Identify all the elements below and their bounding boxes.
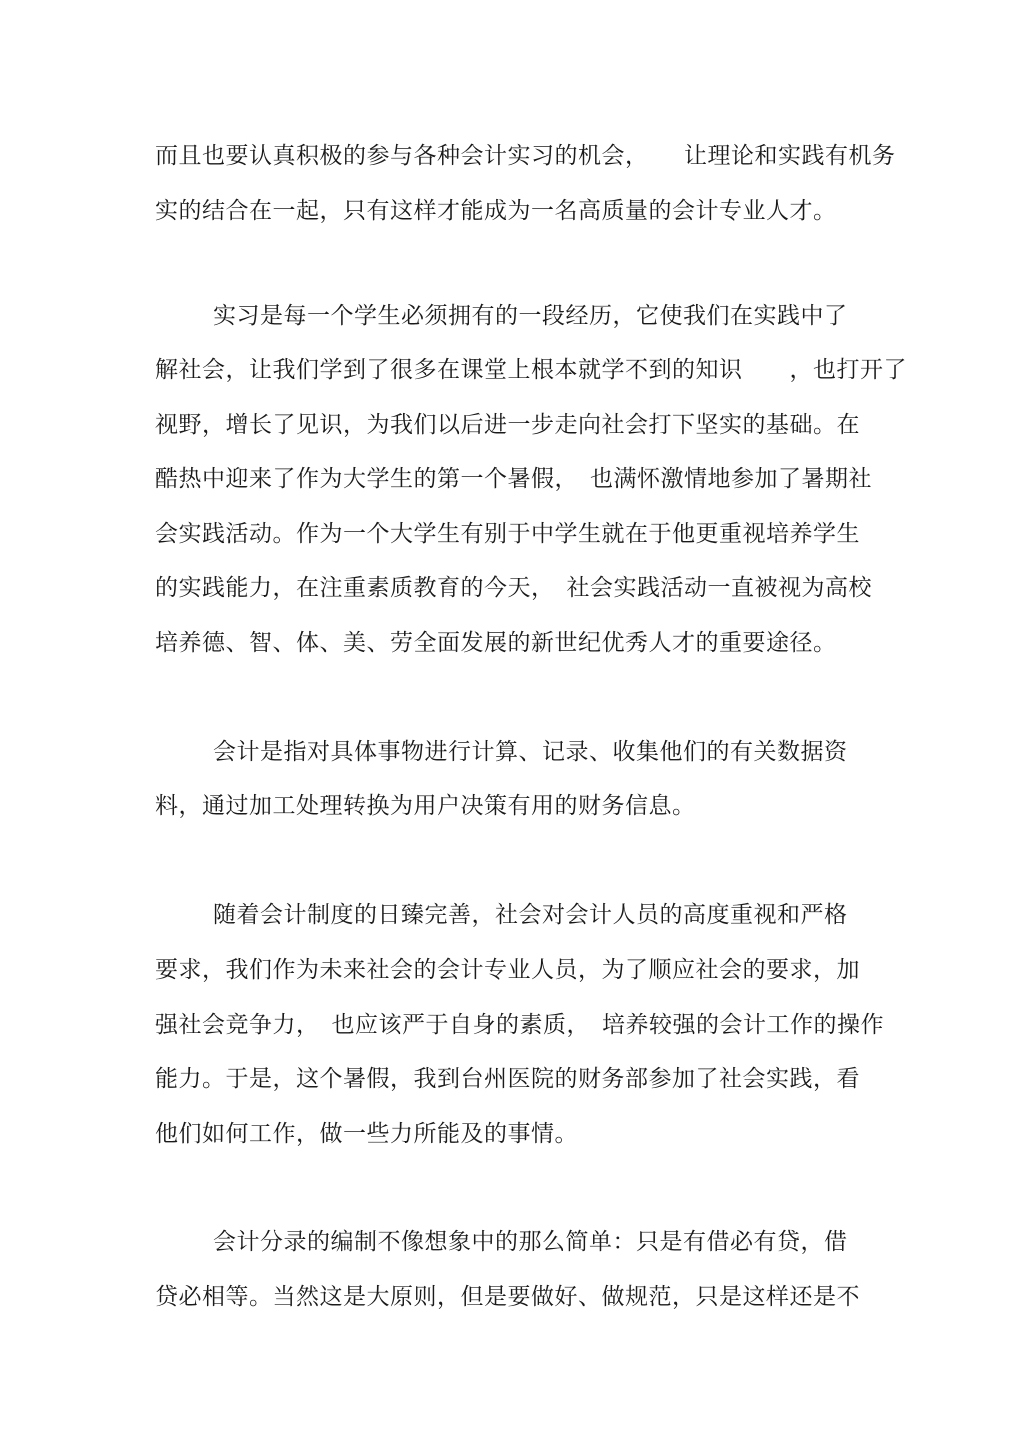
paragraph-2-line-3: 视野，增长了见识，为我们以后进一步走向社会打下坚实的基础。在	[155, 412, 860, 438]
paragraph-2-line-6: 的实践能力，在注重素质教育的今天， 社会实践活动一直被视为高校	[155, 575, 872, 601]
paragraph-2-line-2: 解社会，让我们学到了很多在课堂上根本就学不到的知识 ，也打开了	[155, 357, 907, 383]
paragraph-2-line-5: 会实践活动。作为一个大学生有别于中学生就在于他更重视培养学生	[155, 521, 860, 547]
paragraph-2-line-1: 实习是每一个学生必须拥有的一段经历，它使我们在实践中了	[213, 303, 848, 329]
paragraph-3-line-1: 会计是指对具体事物进行计算、记录、收集他们的有关数据资	[213, 739, 848, 765]
paragraph-4-line-4: 能力。于是，这个暑假，我到台州医院的财务部参加了社会实践，看	[155, 1066, 860, 1092]
paragraph-4-line-2: 要求，我们作为未来社会的会计专业人员，为了顺应社会的要求，加	[155, 957, 860, 983]
paragraph-4-line-1: 随着会计制度的日臻完善，社会对会计人员的高度重视和严格	[213, 902, 848, 928]
paragraph-3-line-2: 料，通过加工处理转换为用户决策有用的财务信息。	[155, 793, 696, 819]
paragraph-1-line-2: 实的结合在一起，只有这样才能成为一名高质量的会计专业人才。	[155, 198, 837, 224]
paragraph-5-line-2: 贷必相等。当然这是大原则，但是要做好、做规范，只是这样还是不	[155, 1284, 860, 1310]
paragraph-1-line-1: 而且也要认真积极的参与各种会计实习的机会， 让理论和实践有机务	[155, 143, 896, 169]
paragraph-4-line-3: 强社会竞争力， 也应该严于自身的素质， 培养较强的会计工作的操作	[155, 1012, 884, 1038]
paragraph-2-line-7: 培养德、智、体、美、劳全面发展的新世纪优秀人才的重要途径。	[155, 630, 837, 656]
paragraph-2-line-4: 酷热中迎来了作为大学生的第一个暑假， 也满怀激情地参加了暑期社	[155, 466, 872, 492]
paragraph-4-line-5: 他们如何工作，做一些力所能及的事情。	[155, 1121, 578, 1147]
paragraph-5-line-1: 会计分录的编制不像想象中的那么简单：只是有借必有贷，借	[213, 1229, 848, 1255]
